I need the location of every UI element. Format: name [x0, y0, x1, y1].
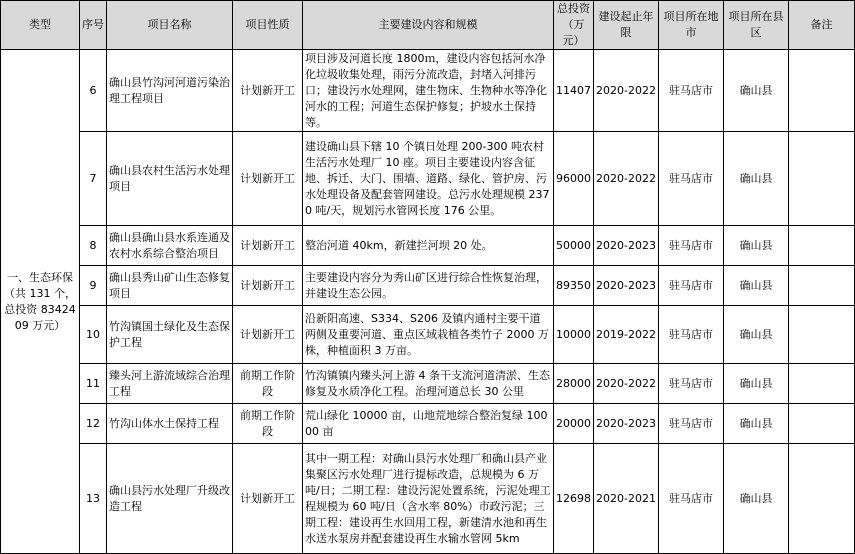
project-city: 驻马店市 — [659, 364, 724, 404]
project-county: 确山县 — [724, 50, 789, 132]
project-county: 确山县 — [724, 404, 789, 444]
project-content: 竹沟镇镇内臻头河上游 4 条干支流河道清淤、生态修复及水质净化工程。治理河道总长 30 公里 — [303, 364, 554, 404]
category-cell: 一、生态环保（共 131 个，总投资 8342409 万元） — [1, 50, 80, 554]
row-number: 8 — [80, 226, 107, 266]
construction-period: 2020-2023 — [594, 266, 659, 306]
project-city: 驻马店市 — [659, 132, 724, 226]
remark — [789, 364, 855, 404]
total-investment: 10000 — [554, 306, 594, 364]
total-investment: 20000 — [554, 404, 594, 444]
remark — [789, 226, 855, 266]
construction-period: 2020-2023 — [594, 226, 659, 266]
project-name: 确山县确山县水系连通及农村水系综合整治项目 — [107, 226, 233, 266]
construction-period: 2020-2021 — [594, 444, 659, 554]
project-nature: 计划新开工 — [233, 132, 303, 226]
project-nature: 计划新开工 — [233, 50, 303, 132]
project-content: 建设确山县下辖 10 个镇日处理 200-300 吨农村生活污水处理厂 10 座。项目主要建设内容含征地、拆迁、大门、围墙、道路、绿化、管护房、污水处理设备及配套管网建设。总污水处理规模 2370 吨/天，规划污水管网长度 176 公里。 — [303, 132, 554, 226]
header-remark: 备注 — [789, 1, 855, 50]
construction-period: 2020-2022 — [594, 364, 659, 404]
row-number: 9 — [80, 266, 107, 306]
row-number: 13 — [80, 444, 107, 554]
project-nature: 计划新开工 — [233, 306, 303, 364]
project-content: 其中一期工程：对确山县污水处理厂和确山县产业集聚区污水处理厂进行提标改造，总规模为 6 万吨/日；二期工程：建设污泥处置系统，污泥处理工程规模为 60 吨/日（含水率 80%）市政污泥；三期工程：建设再生水回用工程，新建清水池和再生水送水泵房并配套建设再生水输水管网 5km — [303, 444, 554, 554]
row-number: 7 — [80, 132, 107, 226]
construction-period: 2020-2022 — [594, 50, 659, 132]
remark — [789, 266, 855, 306]
table-row — [1, 444, 855, 554]
project-name: 确山县秀山矿山生态修复项目 — [107, 266, 233, 306]
remark — [789, 444, 855, 554]
project-nature: 计划新开工 — [233, 444, 303, 554]
table-row — [1, 132, 855, 226]
construction-period: 2020-2023 — [594, 404, 659, 444]
header-county: 项目所在县区 — [724, 1, 789, 50]
project-city: 驻马店市 — [659, 266, 724, 306]
project-city: 驻马店市 — [659, 444, 724, 554]
row-number: 12 — [80, 404, 107, 444]
project-content: 整治河道 40km，新建拦河坝 20 处。 — [303, 226, 554, 266]
total-investment: 50000 — [554, 226, 594, 266]
total-investment: 96000 — [554, 132, 594, 226]
row-number: 6 — [80, 50, 107, 132]
project-nature: 计划新开工 — [233, 266, 303, 306]
total-investment: 89350 — [554, 266, 594, 306]
project-name: 竹沟山体水土保持工程 — [107, 404, 233, 444]
project-content: 项目涉及河道长度 1800ｍ，建设内容包括河水净化垃圾收集处理，雨污分流改造，封堵入河排污口；建设污水处理网，建生物床、生物种水等净化河水的工程；河道生态保护修复；护坡水土保持等。 — [303, 50, 554, 132]
remark — [789, 306, 855, 364]
project-nature: 计划新开工 — [233, 226, 303, 266]
header-category: 类型 — [1, 1, 80, 50]
header-period: 建设起止年限 — [594, 1, 659, 50]
construction-period: 2019-2022 — [594, 306, 659, 364]
project-county: 确山县 — [724, 266, 789, 306]
project-content: 荒山绿化 10000 亩，山地荒地综合整治复绿 10000 亩 — [303, 404, 554, 444]
header-content: 主要建设内容和规模 — [303, 1, 554, 50]
total-investment: 12698 — [554, 444, 594, 554]
header-no: 序号 — [80, 1, 107, 50]
remark — [789, 132, 855, 226]
project-county: 确山县 — [724, 364, 789, 404]
project-name: 确山县污水处理厂升级改造工程 — [107, 444, 233, 554]
project-name: 确山县农村生活污水处理项目 — [107, 132, 233, 226]
table-row — [1, 266, 855, 306]
remark — [789, 50, 855, 132]
table-row — [1, 50, 855, 132]
project-nature: 前期工作阶段 — [233, 404, 303, 444]
construction-period: 2020-2022 — [594, 132, 659, 226]
table-row — [1, 404, 855, 444]
header-row — [1, 1, 855, 50]
project-city: 驻马店市 — [659, 50, 724, 132]
project-county: 确山县 — [724, 226, 789, 266]
header-invest: 总投资（万元） — [554, 1, 594, 50]
project-nature: 前期工作阶段 — [233, 364, 303, 404]
row-number: 11 — [80, 364, 107, 404]
project-city: 驻马店市 — [659, 404, 724, 444]
project-name: 确山县竹沟河河道污染治理工程项目 — [107, 50, 233, 132]
project-county: 确山县 — [724, 132, 789, 226]
project-content: 主要建设内容分为秀山矿区进行综合性恢复治理，并建设生态公园。 — [303, 266, 554, 306]
project-city: 驻马店市 — [659, 306, 724, 364]
total-investment: 28000 — [554, 364, 594, 404]
project-content: 沿新阳高速、S334、S206 及镇内通村主要干道两侧及重要河道、重点区域栽植各类竹子 2000 万株，种植面积 3 万亩。 — [303, 306, 554, 364]
row-number: 10 — [80, 306, 107, 364]
total-investment: 11407 — [554, 50, 594, 132]
table-row — [1, 306, 855, 364]
project-county: 确山县 — [724, 444, 789, 554]
table-row — [1, 364, 855, 404]
remark — [789, 404, 855, 444]
header-nature: 项目性质 — [233, 1, 303, 50]
header-city: 项目所在地市 — [659, 1, 724, 50]
project-county: 确山县 — [724, 306, 789, 364]
table-row — [1, 226, 855, 266]
project-name: 竹沟镇国土绿化及生态保护工程 — [107, 306, 233, 364]
header-name: 项目名称 — [107, 1, 233, 50]
project-name: 臻头河上游流域综合治理工程 — [107, 364, 233, 404]
project-city: 驻马店市 — [659, 226, 724, 266]
